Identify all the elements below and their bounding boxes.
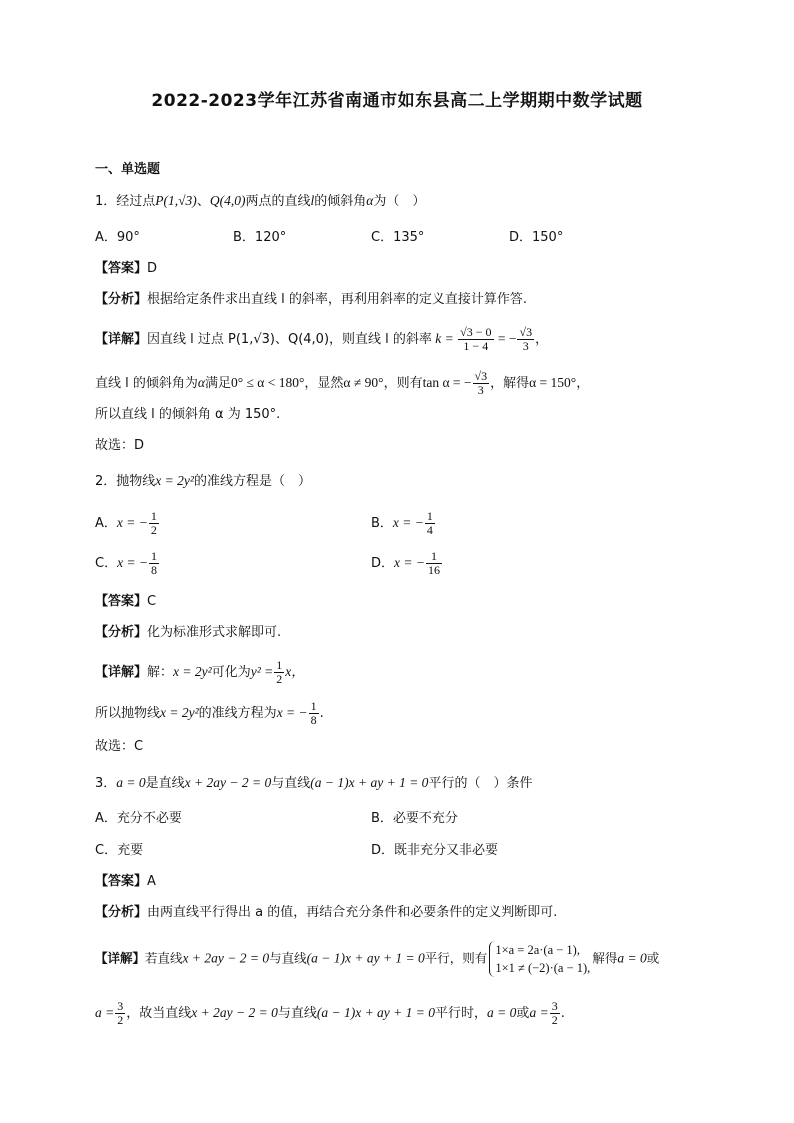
question-1-stem: 1．经过点P(1,√3)、Q(4,0)两点的直线l的倾斜角α为（ ） <box>95 193 426 209</box>
question-1-option-d: D．150° <box>509 230 564 245</box>
question-3-stem: 3．a = 0是直线x + 2ay − 2 = 0与直线(a − 1)x + ay + 1 = 0平行的（ ）条件 <box>95 775 533 791</box>
question-3-answer: 【答案】A <box>95 874 156 889</box>
question-3-option-b: B．必要不充分 <box>371 811 458 826</box>
question-1-option-a: A．90° <box>95 230 140 245</box>
question-3-detail-line-1: 【详解】若直线x + 2ay − 2 = 0与直线(a − 1)x + ay + 1 = 0平行，则有 1×a = 2a·(a − 1), 1×1 ≠ (−2)·(a − 1), 解得a = 0或 <box>95 943 660 975</box>
question-1-option-b: B．120° <box>233 230 287 245</box>
question-2-detail-line-2: 所以抛物线x = 2y²的准线方程为x = − $\frac{1}{8}$ . <box>95 699 324 727</box>
page-title: 2022-2023学年江苏省南通市如东县高二上学期期中数学试题 <box>151 91 643 111</box>
question-2-option-d: D．x = − $\frac{1}{16}$ <box>371 549 440 577</box>
question-2-answer: 【答案】C <box>95 594 157 609</box>
question-1-detail-line-3: 所以直线 l 的倾斜角 α 为 150°. <box>95 407 281 422</box>
question-1-conclusion: 故选：D <box>95 438 145 453</box>
question-3-detail-line-2: a = $\frac{3}{2}$ ，故当直线x + 2ay − 2 = 0与直线(a − 1)x + ay + 1 = 0平行时，a = 0或a = $\frac{3}{2}$ . <box>95 999 565 1027</box>
question-3-option-c: C．充要 <box>95 843 144 858</box>
question-3-option-a: A．充分不必要 <box>95 811 182 826</box>
section-heading: 一、单选题 <box>95 162 161 177</box>
question-2-option-a: A．x = − $\frac{1}{2}$ <box>95 509 157 537</box>
question-1-detail-line-1: 【详解】因直线 l 过点 P(1,√3)、Q(4,0)，则直线 l 的斜率 k = $\frac{√3 - 0}{1 - 4}$ = − $\frac{√3}{3}$ ， <box>95 325 549 353</box>
question-3-analysis: 【分析】由两直线平行得出 a 的值，再结合充分条件和必要条件的定义判断即可. <box>95 905 558 920</box>
question-1-detail-line-2: 直线 l 的倾斜角为α满足0° ≤ α < 180°，显然α ≠ 90°，则有tan α = − $\frac{√3}{3}$ ，解得α = 150°， <box>95 369 590 397</box>
question-2-analysis: 【分析】化为标准形式求解即可. <box>95 625 282 640</box>
question-2-option-b: B．x = − $\frac{1}{4}$ <box>371 509 433 537</box>
question-2-detail-line-1: 【详解】解：x = 2y²可化为y² = $\frac{1}{2}$ x， <box>95 658 305 686</box>
question-1-analysis: 【分析】根据给定条件求出直线 l 的斜率，再利用斜率的定义直接计算作答. <box>95 292 528 307</box>
question-2-option-c: C．x = − $\frac{1}{8}$ <box>95 549 158 577</box>
question-3-option-d: D．既非充分又非必要 <box>371 843 499 858</box>
question-1-answer: 【答案】D <box>95 261 158 276</box>
question-2-conclusion: 故选：C <box>95 739 144 754</box>
question-2-stem: 2．抛物线x = 2y²的准线方程是（ ） <box>95 473 311 489</box>
question-1-option-c: C．135° <box>371 230 425 245</box>
